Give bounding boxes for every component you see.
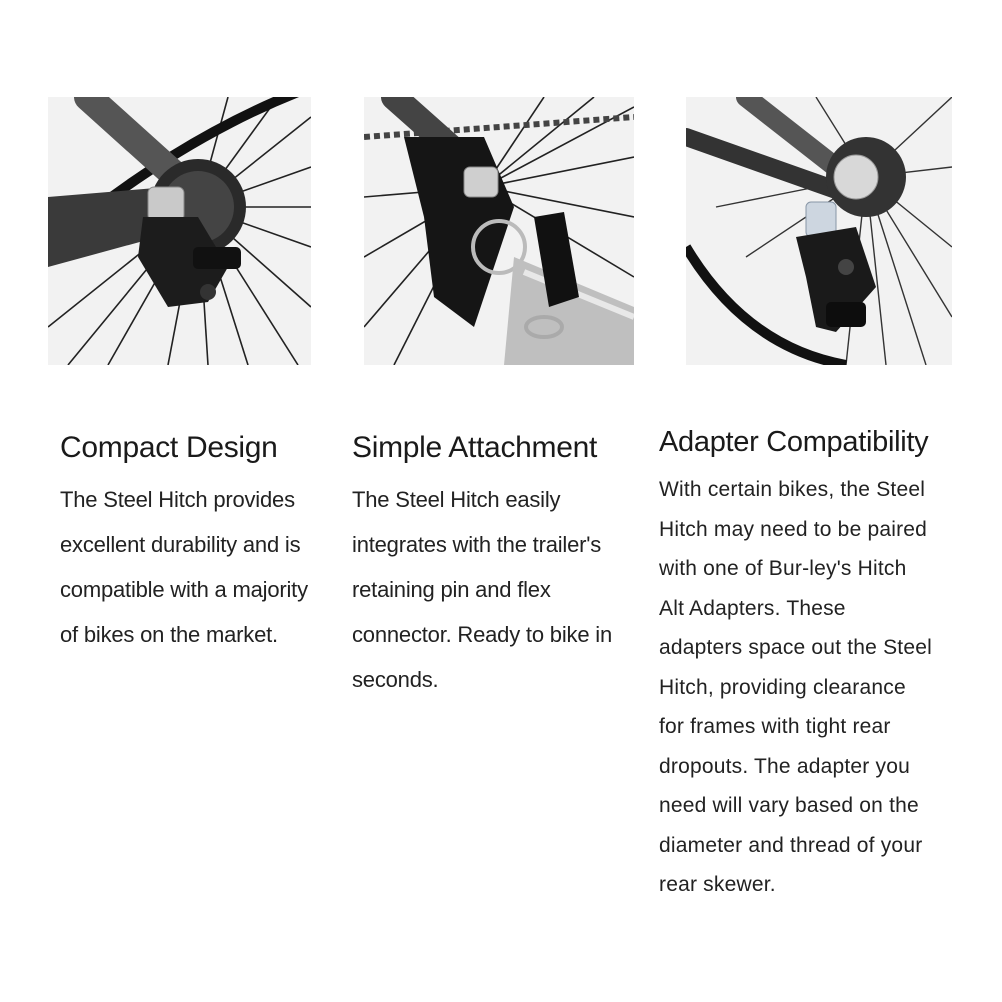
description-line: Hitch, providing clearance — [659, 675, 906, 699]
description-line: connector. Ready to bike in — [352, 622, 612, 647]
feature-title: Simple Attachment — [352, 431, 598, 464]
description-line: The Steel Hitch easily — [352, 487, 561, 512]
description-line: of bikes on the market. — [60, 622, 278, 647]
feature-description — [352, 477, 642, 702]
feature-title: Adapter Compatibility — [659, 426, 929, 458]
description-line: need will vary based on the — [659, 794, 919, 817]
description-line: Alt Adapters. These — [659, 596, 846, 620]
description-line: integrates with the trailer's — [352, 532, 602, 557]
feature-title: Compact Design — [60, 431, 278, 464]
simple-attachment-photo — [364, 97, 634, 365]
description-line: adapters space out the Steel — [659, 636, 932, 659]
compact-design-photo — [48, 97, 311, 365]
hitch-adapter-illustration — [686, 97, 952, 365]
description-line: for frames with tight rear — [659, 715, 891, 738]
description-line: dropouts. The adapter you — [659, 754, 910, 778]
description-line: Hitch may need to be paired — [659, 517, 928, 541]
feature-description — [659, 470, 959, 905]
description-line: With certain bikes, the Steel — [659, 478, 926, 501]
description-line: excellent durability and is — [60, 532, 301, 557]
hitch-axle-illustration — [48, 97, 311, 365]
description-line: seconds. — [352, 667, 439, 692]
adapter-compatibility-photo — [686, 97, 952, 365]
feature-adapter-compatibility — [659, 420, 959, 905]
feature-description — [60, 477, 340, 657]
feature-simple-attachment — [352, 425, 642, 702]
description-line: with one of Bur-ley's Hitch — [659, 557, 907, 580]
description-line: diameter and thread of your — [659, 833, 923, 857]
hitch-strap-illustration — [364, 97, 634, 365]
description-line: The Steel Hitch provides — [60, 487, 295, 512]
description-line: rear skewer. — [659, 873, 776, 896]
description-line: retaining pin and flex — [352, 577, 551, 602]
description-line: compatible with a majority — [60, 577, 308, 602]
feature-compact-design — [60, 425, 340, 657]
